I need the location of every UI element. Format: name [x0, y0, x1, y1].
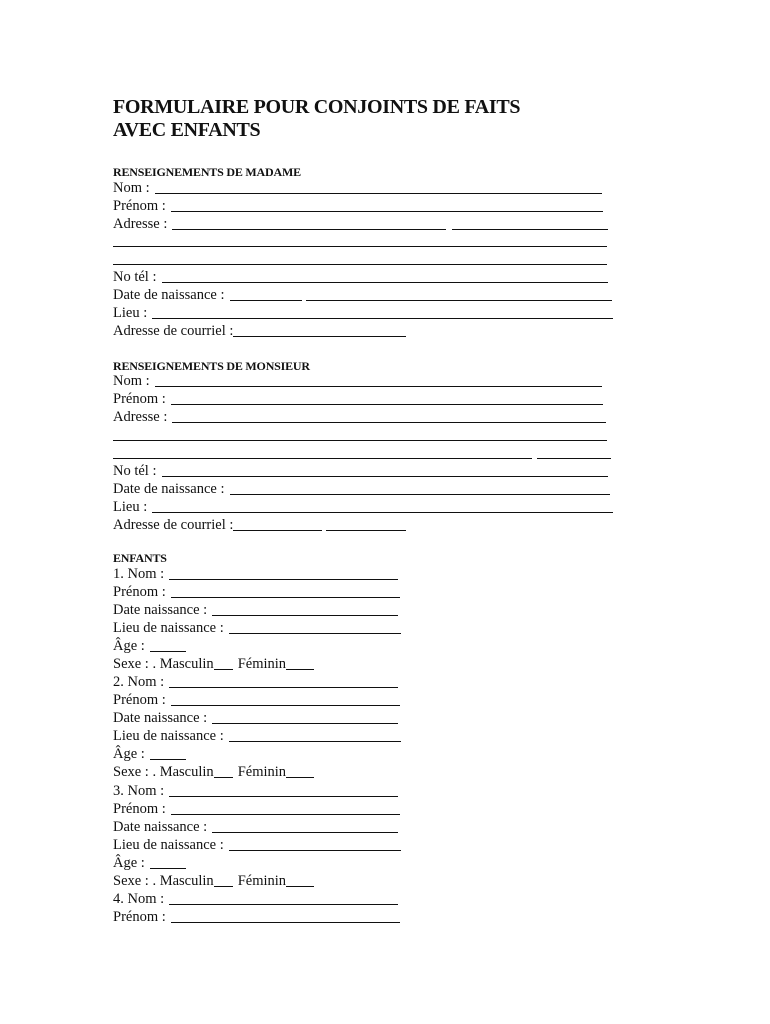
enfant-3-naissance-label: Date naissance : — [113, 819, 208, 835]
madame-tel-field[interactable] — [162, 269, 608, 283]
madame-prenom-label: Prénom : — [113, 198, 166, 214]
enfant-1-naissance-label: Date naissance : — [113, 602, 208, 618]
enfant-3-lieu-row — [113, 836, 401, 854]
monsieur-tel-label: No tél : — [113, 463, 157, 479]
enfant-2-nom-row — [113, 673, 398, 691]
enfant-1-prenom-label: Prénom : — [113, 584, 166, 600]
madame-prenom-field[interactable] — [171, 198, 603, 212]
enfant-2-age-field[interactable] — [150, 746, 186, 760]
enfant-4-nom-field[interactable] — [169, 891, 398, 905]
enfant-3-nom-label: 3. Nom : — [113, 783, 165, 799]
enfant-3-nom-row — [113, 782, 398, 800]
monsieur-lieu-row — [113, 498, 613, 516]
enfant-3-sexe-row — [113, 872, 314, 890]
enfant-4-prenom-row — [113, 908, 400, 926]
monsieur-tel-row — [113, 462, 608, 480]
enfant-3-lieu-label: Lieu de naissance : — [113, 837, 224, 853]
enfant-2-prenom-row — [113, 691, 400, 709]
madame-courriel-field[interactable] — [233, 323, 406, 337]
enfant-1-age-row — [113, 637, 186, 655]
monsieur-nom-row — [113, 372, 602, 390]
enfant-3-naissance-row — [113, 818, 398, 836]
madame-tel-row — [113, 268, 608, 286]
enfant-1-feminin-label: Féminin — [237, 656, 287, 672]
enfant-2-feminin-field[interactable] — [286, 764, 314, 778]
monsieur-courriel-label: Adresse de courriel : — [113, 517, 234, 533]
enfant-4-nom-label: 4. Nom : — [113, 891, 165, 907]
monsieur-adresse-label: Adresse : — [113, 409, 168, 425]
madame-naissance-row — [113, 286, 612, 304]
madame-adresse-line-2[interactable] — [113, 246, 607, 247]
enfant-1-sexe-label: Sexe : . Masculin — [113, 656, 214, 672]
monsieur-nom-field[interactable] — [155, 373, 602, 387]
enfant-3-nom-field[interactable] — [169, 783, 398, 797]
enfant-2-masculin-field[interactable] — [214, 764, 233, 778]
madame-courriel-label: Adresse de courriel : — [113, 323, 234, 339]
enfant-2-lieu-row — [113, 727, 401, 745]
monsieur-courriel-field-b[interactable] — [326, 517, 406, 531]
madame-adresse-row — [113, 215, 608, 233]
enfant-1-prenom-row — [113, 583, 400, 601]
monsieur-prenom-row — [113, 390, 603, 408]
madame-naissance-label: Date de naissance : — [113, 287, 225, 303]
madame-lieu-field[interactable] — [152, 305, 613, 319]
enfant-3-prenom-field[interactable] — [171, 801, 400, 815]
madame-nom-row — [113, 179, 602, 197]
enfant-1-lieu-field[interactable] — [229, 620, 401, 634]
enfant-2-nom-label: 2. Nom : — [113, 674, 165, 690]
title-line-1: FORMULAIRE POUR CONJOINTS DE FAITS — [113, 96, 521, 118]
monsieur-heading: RENSEIGNEMENTS DE MONSIEUR — [113, 359, 310, 373]
madame-adresse-label: Adresse : — [113, 216, 168, 232]
madame-naissance-field-b[interactable] — [306, 287, 612, 301]
enfant-1-nom-row — [113, 565, 398, 583]
madame-lieu-label: Lieu : — [113, 305, 148, 321]
enfant-3-prenom-label: Prénom : — [113, 801, 166, 817]
enfant-4-prenom-field[interactable] — [171, 909, 400, 923]
monsieur-naissance-label: Date de naissance : — [113, 481, 225, 497]
monsieur-courriel-row — [113, 516, 406, 534]
monsieur-adresse-line-3a[interactable] — [113, 458, 532, 459]
enfant-3-naissance-field[interactable] — [212, 819, 398, 833]
madame-naissance-field-a[interactable] — [230, 287, 302, 301]
enfant-2-age-label: Âge : — [113, 746, 145, 762]
enfant-1-lieu-row — [113, 619, 401, 637]
enfant-3-masculin-field[interactable] — [214, 873, 233, 887]
enfant-4-nom-row — [113, 890, 398, 908]
enfant-2-feminin-label: Féminin — [237, 764, 287, 780]
enfant-2-naissance-field[interactable] — [212, 710, 398, 724]
document-title — [113, 96, 713, 142]
madame-tel-label: No tél : — [113, 269, 157, 285]
enfant-2-naissance-label: Date naissance : — [113, 710, 208, 726]
monsieur-lieu-field[interactable] — [152, 499, 613, 513]
madame-nom-label: Nom : — [113, 180, 150, 196]
enfant-1-nom-label: 1. Nom : — [113, 566, 165, 582]
madame-adresse-field-a[interactable] — [172, 216, 446, 230]
monsieur-nom-label: Nom : — [113, 373, 150, 389]
enfant-2-naissance-row — [113, 709, 398, 727]
monsieur-naissance-row — [113, 480, 610, 498]
enfant-3-sexe-label: Sexe : . Masculin — [113, 873, 214, 889]
enfant-3-prenom-row — [113, 800, 400, 818]
enfant-2-prenom-label: Prénom : — [113, 692, 166, 708]
enfant-4-prenom-label: Prénom : — [113, 909, 166, 925]
enfant-1-naissance-row — [113, 601, 398, 619]
monsieur-prenom-field[interactable] — [171, 391, 603, 405]
enfant-3-age-field[interactable] — [150, 855, 186, 869]
madame-prenom-row — [113, 197, 603, 215]
enfant-3-age-label: Âge : — [113, 855, 145, 871]
monsieur-tel-field[interactable] — [162, 463, 608, 477]
enfant-1-naissance-field[interactable] — [212, 602, 398, 616]
enfant-1-prenom-field[interactable] — [171, 584, 400, 598]
enfant-1-sexe-row — [113, 655, 314, 673]
enfant-2-nom-field[interactable] — [169, 674, 398, 688]
enfant-1-age-label: Âge : — [113, 638, 145, 654]
enfant-2-lieu-label: Lieu de naissance : — [113, 728, 224, 744]
enfant-3-feminin-label: Féminin — [237, 873, 287, 889]
title-line-2: AVEC ENFANTS — [113, 119, 261, 141]
enfant-1-lieu-label: Lieu de naissance : — [113, 620, 224, 636]
monsieur-adresse-field[interactable] — [172, 409, 606, 423]
monsieur-adresse-row — [113, 408, 606, 426]
madame-adresse-field-b[interactable] — [452, 216, 608, 230]
enfant-2-sexe-label: Sexe : . Masculin — [113, 764, 214, 780]
madame-heading: RENSEIGNEMENTS DE MADAME — [113, 165, 301, 179]
monsieur-naissance-field[interactable] — [230, 481, 610, 495]
enfants-heading: ENFANTS — [113, 551, 167, 565]
enfant-1-feminin-field[interactable] — [286, 656, 314, 670]
enfant-3-lieu-field[interactable] — [229, 837, 401, 851]
enfant-1-age-field[interactable] — [150, 638, 186, 652]
madame-nom-field[interactable] — [155, 180, 602, 194]
monsieur-adresse-line-2[interactable] — [113, 440, 607, 441]
enfant-2-sexe-row — [113, 763, 314, 781]
enfant-2-lieu-field[interactable] — [229, 728, 401, 742]
monsieur-lieu-label: Lieu : — [113, 499, 148, 515]
monsieur-adresse-line-3b[interactable] — [537, 458, 611, 459]
monsieur-prenom-label: Prénom : — [113, 391, 166, 407]
enfant-2-prenom-field[interactable] — [171, 692, 400, 706]
monsieur-courriel-field-a[interactable] — [233, 517, 322, 531]
enfant-3-age-row — [113, 854, 186, 872]
madame-courriel-row — [113, 322, 406, 340]
enfant-2-age-row — [113, 745, 186, 763]
madame-adresse-line-3[interactable] — [113, 264, 607, 265]
enfant-1-nom-field[interactable] — [169, 566, 398, 580]
enfant-3-feminin-field[interactable] — [286, 873, 314, 887]
madame-lieu-row — [113, 304, 613, 322]
enfant-1-masculin-field[interactable] — [214, 656, 233, 670]
